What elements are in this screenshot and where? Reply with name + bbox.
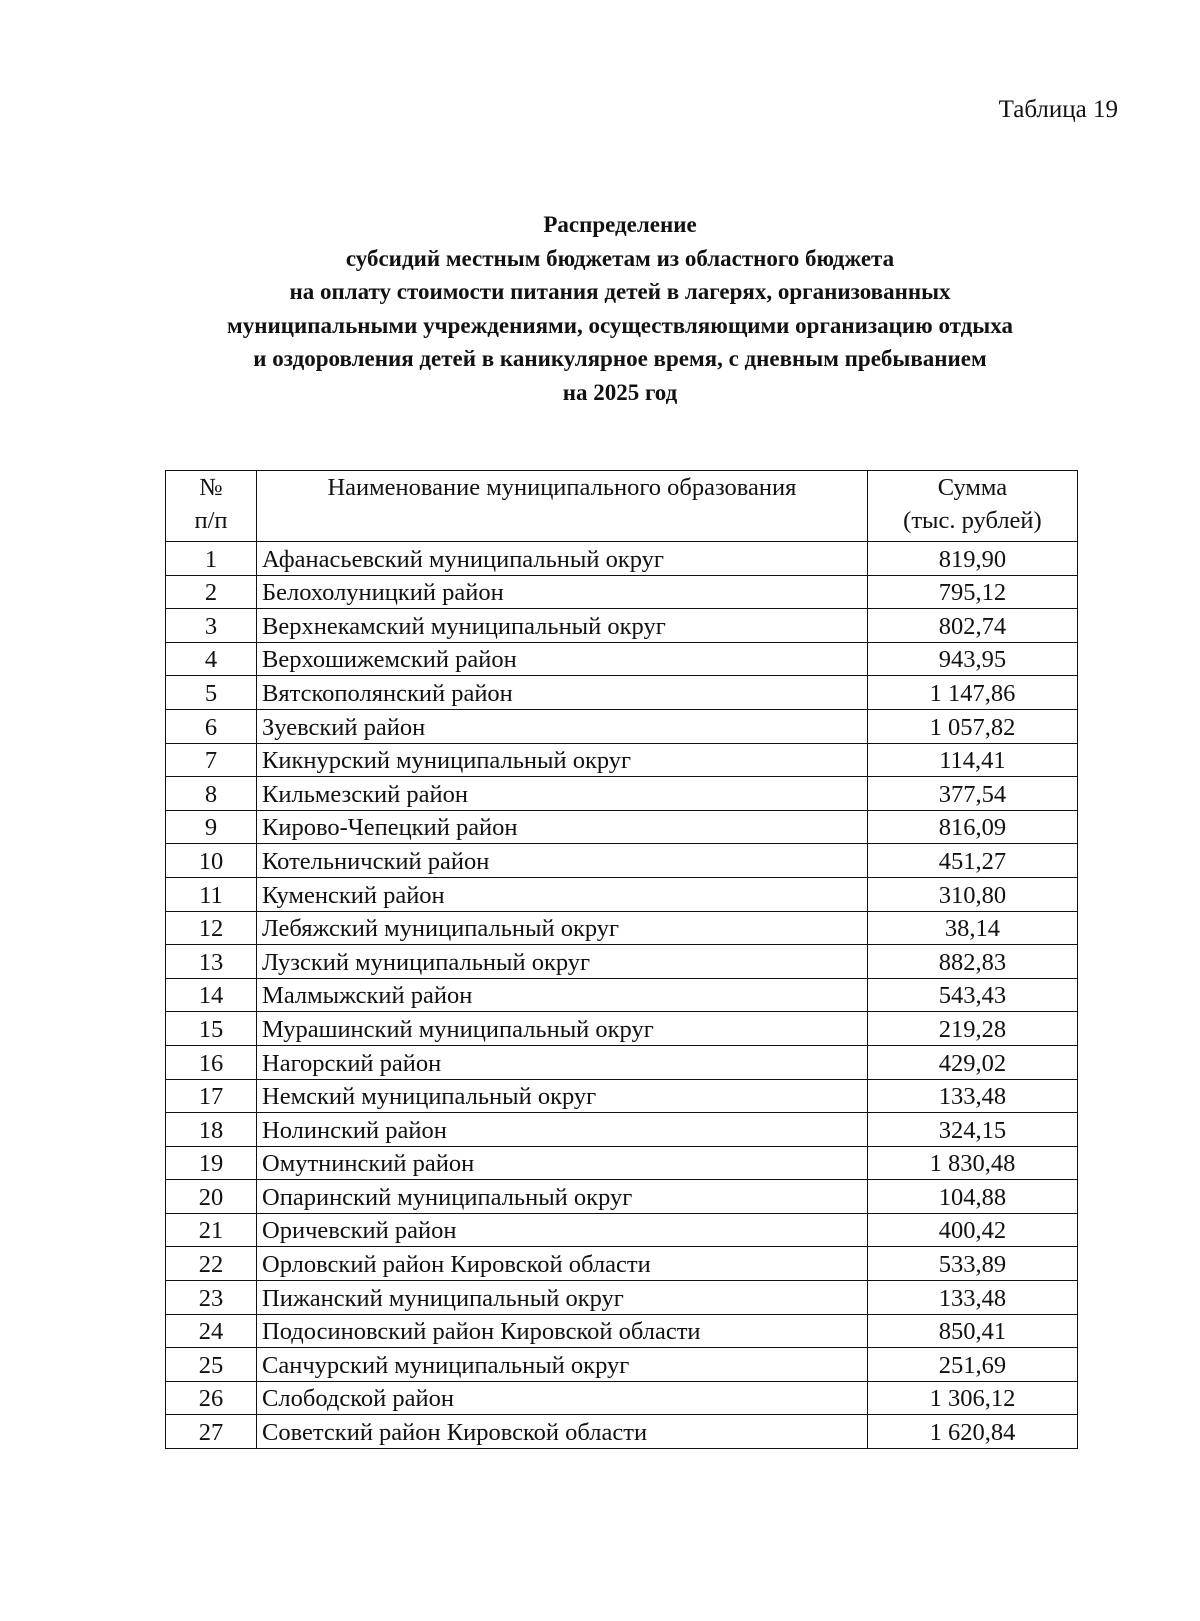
- row-amount: 400,42: [867, 1213, 1077, 1247]
- row-municipality: Кирово-Чепецкий район: [257, 810, 868, 844]
- row-municipality: Опаринский муниципальный округ: [257, 1180, 868, 1214]
- row-municipality: Санчурский муниципальный округ: [257, 1348, 868, 1382]
- row-municipality: Лебяжский муниципальный округ: [257, 911, 868, 945]
- row-number: 20: [166, 1180, 257, 1214]
- table-row: [166, 542, 1078, 576]
- row-number: 15: [166, 1012, 257, 1046]
- table-row: [166, 575, 1078, 609]
- row-municipality: Оричевский район: [257, 1213, 868, 1247]
- row-amount: 377,54: [867, 777, 1077, 811]
- header-sum-label: Сумма: [937, 474, 1008, 501]
- row-number: 3: [166, 609, 257, 643]
- table-row: [166, 1281, 1078, 1315]
- row-amount: 114,41: [867, 743, 1077, 777]
- header-number-abbr: п/п: [194, 507, 228, 534]
- row-amount: 533,89: [867, 1247, 1077, 1281]
- row-municipality: Кильмезский район: [257, 777, 868, 811]
- row-number: 24: [166, 1314, 257, 1348]
- subsidies-table: [165, 470, 1078, 1449]
- title-line: на 2025 год: [562, 379, 678, 405]
- title-line: субсидий местным бюджетам из областного бюджета: [345, 245, 895, 271]
- table-row: [166, 1180, 1078, 1214]
- document-title: [160, 208, 1080, 409]
- table-row: [166, 1012, 1078, 1046]
- table-row: [166, 810, 1078, 844]
- row-number: 25: [166, 1348, 257, 1382]
- header-number: [166, 471, 257, 542]
- row-number: 8: [166, 777, 257, 811]
- row-municipality: Лузский муниципальный округ: [257, 945, 868, 979]
- table-row: [166, 1113, 1078, 1147]
- table-row: [166, 1381, 1078, 1415]
- table-row: [166, 1045, 1078, 1079]
- row-amount: 429,02: [867, 1045, 1077, 1079]
- row-amount: 104,88: [867, 1180, 1077, 1214]
- row-municipality: Орловский район Кировской области: [257, 1247, 868, 1281]
- row-municipality: Малмыжский район: [257, 978, 868, 1012]
- table-row: [166, 676, 1078, 710]
- row-number: 9: [166, 810, 257, 844]
- table-row: [166, 877, 1078, 911]
- row-number: 2: [166, 575, 257, 609]
- row-amount: 1 147,86: [867, 676, 1077, 710]
- row-municipality: Афанасьевский муниципальный округ: [257, 542, 868, 576]
- header-sum-unit: (тыс. рублей): [903, 507, 1042, 534]
- table-row: [166, 1314, 1078, 1348]
- row-number: 17: [166, 1079, 257, 1113]
- row-municipality: Котельничский район: [257, 844, 868, 878]
- row-municipality: Слободской район: [257, 1381, 868, 1415]
- row-amount: 802,74: [867, 609, 1077, 643]
- row-amount: 219,28: [867, 1012, 1077, 1046]
- row-number: 6: [166, 709, 257, 743]
- row-number: 22: [166, 1247, 257, 1281]
- row-number: 26: [166, 1381, 257, 1415]
- row-number: 23: [166, 1281, 257, 1315]
- header-number-symbol: №: [199, 474, 223, 501]
- table-row: [166, 844, 1078, 878]
- table-row: [166, 709, 1078, 743]
- row-municipality: Зуевский район: [257, 709, 868, 743]
- table-header-row: [166, 471, 1078, 542]
- title-line: муниципальными учреждениями, осуществляющими организацию отдыха: [227, 312, 1013, 338]
- row-amount: 795,12: [867, 575, 1077, 609]
- table-body: [166, 542, 1078, 1449]
- table-row: [166, 1146, 1078, 1180]
- table-row: [166, 777, 1078, 811]
- row-number: 14: [166, 978, 257, 1012]
- row-number: 7: [166, 743, 257, 777]
- row-municipality: Подосиновский район Кировской области: [257, 1314, 868, 1348]
- row-municipality: Нагорский район: [257, 1045, 868, 1079]
- header-sum: [867, 471, 1077, 542]
- row-municipality: Верхнекамский муниципальный округ: [257, 609, 868, 643]
- row-amount: 850,41: [867, 1314, 1077, 1348]
- row-number: 19: [166, 1146, 257, 1180]
- row-municipality: Советский район Кировской области: [257, 1415, 868, 1449]
- table-row: [166, 1348, 1078, 1382]
- row-amount: 251,69: [867, 1348, 1077, 1382]
- row-municipality: Немский муниципальный округ: [257, 1079, 868, 1113]
- row-amount: 1 830,48: [867, 1146, 1077, 1180]
- table-row: [166, 1415, 1078, 1449]
- row-amount: 133,48: [867, 1079, 1077, 1113]
- row-amount: 1 620,84: [867, 1415, 1077, 1449]
- row-municipality: Кикнурский муниципальный округ: [257, 743, 868, 777]
- row-amount: 451,27: [867, 844, 1077, 878]
- row-amount: 310,80: [867, 877, 1077, 911]
- table-row: [166, 945, 1078, 979]
- row-amount: 882,83: [867, 945, 1077, 979]
- row-amount: 1 057,82: [867, 709, 1077, 743]
- row-municipality: Пижанский муниципальный округ: [257, 1281, 868, 1315]
- row-number: 12: [166, 911, 257, 945]
- row-number: 27: [166, 1415, 257, 1449]
- row-municipality: Куменский район: [257, 877, 868, 911]
- row-number: 16: [166, 1045, 257, 1079]
- row-municipality: Вятскополянский район: [257, 676, 868, 710]
- table-row: [166, 1213, 1078, 1247]
- row-amount: 324,15: [867, 1113, 1077, 1147]
- table-row: [166, 743, 1078, 777]
- row-number: 11: [166, 877, 257, 911]
- row-municipality: Омутнинский район: [257, 1146, 868, 1180]
- header-name: Наименование муниципального образования: [257, 471, 868, 542]
- table-row: [166, 1247, 1078, 1281]
- row-amount: 816,09: [867, 810, 1077, 844]
- row-municipality: Нолинский район: [257, 1113, 868, 1147]
- row-number: 5: [166, 676, 257, 710]
- row-number: 13: [166, 945, 257, 979]
- table-row: [166, 609, 1078, 643]
- row-amount: 38,14: [867, 911, 1077, 945]
- row-number: 1: [166, 542, 257, 576]
- row-amount: 133,48: [867, 1281, 1077, 1315]
- row-amount: 543,43: [867, 978, 1077, 1012]
- row-municipality: Мурашинский муниципальный округ: [257, 1012, 868, 1046]
- table-row: [166, 911, 1078, 945]
- row-municipality: Белохолуницкий район: [257, 575, 868, 609]
- row-amount: 943,95: [867, 642, 1077, 676]
- table-number: Таблица 19: [998, 96, 1118, 123]
- row-number: 18: [166, 1113, 257, 1147]
- row-number: 10: [166, 844, 257, 878]
- row-amount: 819,90: [867, 542, 1077, 576]
- row-amount: 1 306,12: [867, 1381, 1077, 1415]
- row-number: 21: [166, 1213, 257, 1247]
- row-municipality: Верхошижемский район: [257, 642, 868, 676]
- row-number: 4: [166, 642, 257, 676]
- title-line: Распределение: [543, 212, 697, 237]
- table-row: [166, 978, 1078, 1012]
- table-row: [166, 642, 1078, 676]
- table-row: [166, 1079, 1078, 1113]
- title-line: и оздоровления детей в каникулярное время, с дневным пребыванием: [253, 346, 987, 371]
- title-line: на оплату стоимости питания детей в лагерях, организованных: [289, 279, 951, 304]
